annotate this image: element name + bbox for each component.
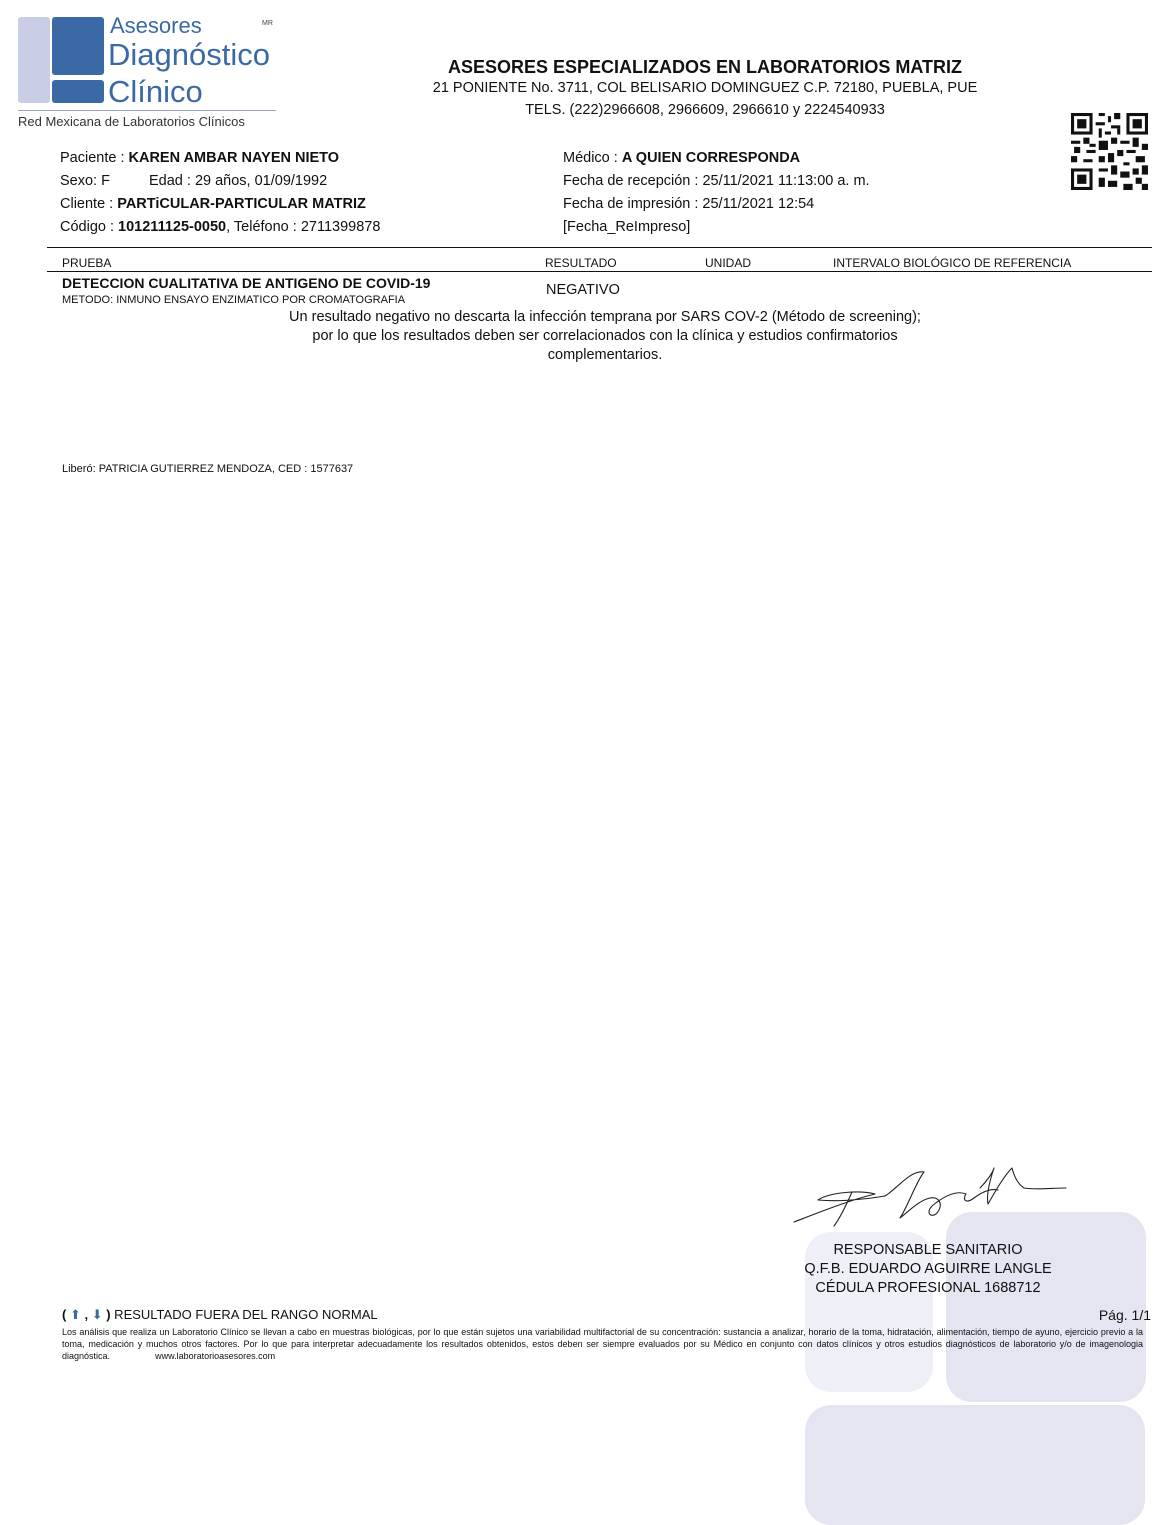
code-label: Código : — [60, 219, 119, 235]
logo-registered-mark: MR — [262, 20, 273, 27]
lab-address: 21 PONIENTE No. 3711, COL BELISARIO DOMINGUEZ C.P. 72180, PUEBLA, PUE — [432, 80, 978, 96]
client-label: Cliente : — [60, 196, 118, 212]
logo-text-line1: Asesores — [110, 13, 202, 38]
patient-phone: , Teléfono : 2711399878 — [226, 219, 381, 235]
released-by: Liberó: PATRICIA GUTIERREZ MENDOZA, CED : 1577637 — [62, 463, 354, 475]
logo-divider — [18, 110, 276, 111]
logo-square-light — [18, 17, 50, 103]
doctor-label: Médico : — [563, 150, 622, 166]
arrow-down-icon: ⬇ — [91, 1307, 103, 1322]
legend-paren-open: ( — [62, 1307, 70, 1322]
logo-text-line2: Diagnóstico — [108, 37, 270, 72]
website-link[interactable]: www.laboratorioasesores.com — [155, 1351, 276, 1361]
table-top-rule — [47, 247, 1152, 248]
logo-bar-blue — [52, 80, 104, 103]
patient-name-label: Paciente : — [60, 150, 129, 166]
column-header-unit: UNIDAD — [705, 256, 752, 270]
lab-title: ASESORES ESPECIALIZADOS EN LABORATORIOS MATRIZ — [447, 57, 963, 77]
doctor-name: A QUIEN CORRESPONDA — [621, 150, 801, 166]
arrow-up-icon: ⬆ — [69, 1307, 81, 1322]
disclaimer — [62, 1326, 1143, 1362]
patient-name: KAREN AMBAR NAYEN NIETO — [128, 150, 340, 166]
test-method: METODO: INMUNO ENSAYO ENZIMATICO POR CROMATOGRAFIA — [62, 294, 406, 306]
logo-square-blue — [52, 17, 104, 75]
watermark-shape — [805, 1405, 1145, 1525]
print-date: Fecha de impresión : 25/11/2021 12:54 — [563, 196, 815, 212]
legend-paren-close: ) — [102, 1307, 111, 1322]
column-header-test: PRUEBA — [62, 256, 112, 270]
out-of-range-legend — [62, 1307, 378, 1323]
patient-name-row — [60, 150, 339, 166]
qr-code-icon — [1071, 113, 1148, 190]
signature-role: RESPONSABLE SANITARIO — [833, 1242, 1023, 1258]
result-note-line: por lo que los resultados deben ser correlacionados con la clínica y estudios confirmatorios — [312, 328, 898, 344]
signature-name: Q.F.B. EDUARDO AGUIRRE LANGLE — [804, 1261, 1052, 1277]
signature-image — [790, 1160, 1070, 1240]
reprint-date: [Fecha_ReImpreso] — [563, 219, 691, 235]
doctor-row — [563, 150, 800, 166]
signature-license: CÉDULA PROFESIONAL 1688712 — [815, 1280, 1041, 1296]
patient-client-row — [60, 196, 366, 212]
test-result: NEGATIVO — [546, 282, 620, 298]
legend-text: RESULTADO FUERA DEL RANGO NORMAL — [110, 1307, 378, 1322]
column-header-reference: INTERVALO BIOLÓGICO DE REFERENCIA — [833, 256, 1072, 270]
legend-separator: , — [80, 1307, 92, 1322]
test-name: DETECCION CUALITATIVA DE ANTIGENO DE COVID-19 — [62, 275, 431, 291]
lab-phones: TELS. (222)2966608, 2966609, 2966610 y 2224540933 — [525, 102, 885, 118]
patient-sex: Sexo: F — [60, 173, 110, 189]
patient-age: Edad : 29 años, 01/09/1992 — [149, 173, 328, 189]
column-header-result: RESULTADO — [545, 256, 617, 270]
patient-code-row — [60, 219, 380, 235]
result-note-line: complementarios. — [547, 347, 663, 363]
client-name: PARTiCULAR-PARTICULAR MATRIZ — [117, 196, 366, 212]
logo-subtitle: Red Mexicana de Laboratorios Clínicos — [18, 114, 245, 129]
disclaimer-text: Los análisis que realiza un Laboratorio Clínico se llevan a cabo en muestras biológicas, por lo que están sujetos una variabilidad multifactorial de su concentración: sustancia a analizar, horario de la toma, hidratación, alimentación, tiempo de ayuno, ejercicio previo a la toma, medicación y muchos otros factores. Por lo que para interpretar adecuadamente los resultados obtenidos, estos deben ser siempre evaluados por su Médico en conjunto con datos clínicos y otros estudios diagnósticos de laboratorio y/o de imagenologia diagnóstica. — [62, 1327, 1143, 1361]
reception-date: Fecha de recepción : 25/11/2021 11:13:00 a. m. — [563, 173, 870, 189]
result-note-line: Un resultado negativo no descarta la infección temprana por SARS COV-2 (Método de screening); — [289, 309, 921, 325]
patient-code: 101211125-0050 — [118, 219, 227, 235]
page-number: Pág. 1/1 — [1098, 1307, 1151, 1323]
table-header-rule — [47, 271, 1152, 272]
logo-text-line3: Clínico — [108, 74, 203, 109]
